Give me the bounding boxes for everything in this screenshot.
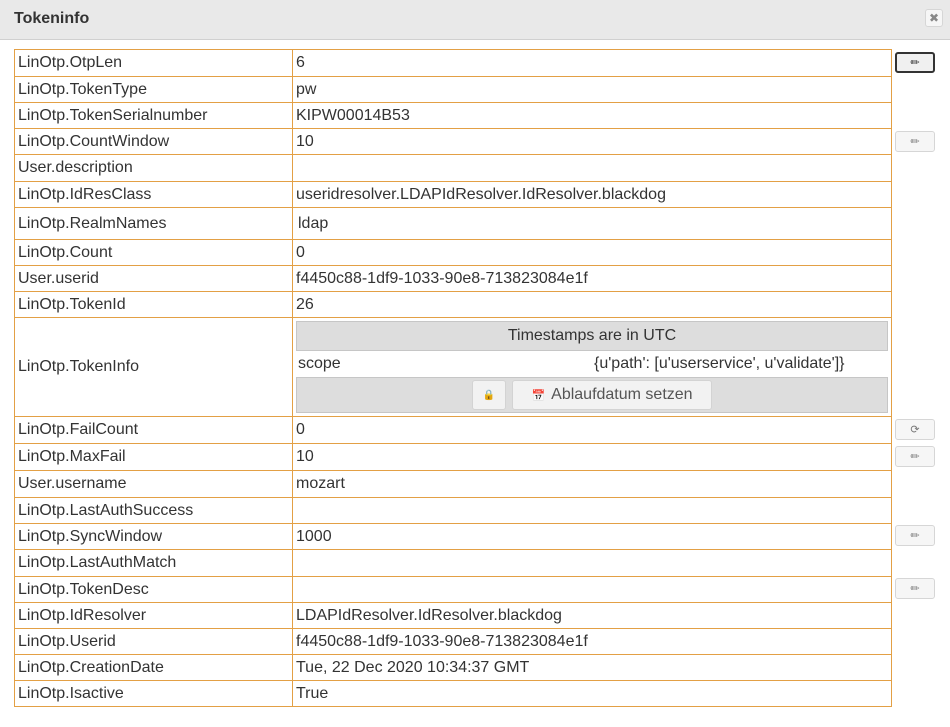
dialog-title: Tokeninfo xyxy=(14,10,90,27)
pencil-icon: ✏ xyxy=(910,136,920,148)
table-row xyxy=(15,77,892,103)
edit-tokendesc-button[interactable] xyxy=(895,578,935,599)
row-value: 26 xyxy=(293,292,892,318)
row-value: 0 xyxy=(293,240,892,266)
row-key: LinOtp.TokenSerialnumber xyxy=(15,103,293,129)
row-value: pw xyxy=(293,77,892,103)
close-button[interactable] xyxy=(925,9,943,27)
tokeninfo-table xyxy=(14,49,892,707)
reset-failcount-button[interactable] xyxy=(895,419,935,440)
table-row xyxy=(15,681,892,707)
pencil-icon: ✏ xyxy=(910,57,920,69)
edit-syncwindow-button[interactable] xyxy=(895,525,935,546)
row-value xyxy=(293,550,892,577)
reset-icon: ⟳ xyxy=(910,424,920,436)
row-value: 10 xyxy=(293,444,892,471)
row-value: f4450c88-1df9-1033-90e8-713823084e1f xyxy=(293,266,892,292)
table-row xyxy=(15,577,892,603)
edit-otplen-button[interactable] xyxy=(895,52,935,73)
scope-value: {u'path': [u'userservice', u'validate']} xyxy=(594,355,845,372)
row-key: LinOtp.Isactive xyxy=(15,681,293,707)
row-value: 6 xyxy=(293,50,892,77)
row-key: LinOtp.MaxFail xyxy=(15,444,293,471)
table-row xyxy=(15,292,892,318)
row-value xyxy=(293,208,892,240)
row-value xyxy=(293,498,892,524)
pencil-icon: ✏ xyxy=(910,451,920,463)
row-value: True xyxy=(293,681,892,707)
table-row xyxy=(15,550,892,577)
row-key: LinOtp.IdResClass xyxy=(15,182,293,208)
table-row xyxy=(15,155,892,182)
table-row xyxy=(15,498,892,524)
row-key: LinOtp.Count xyxy=(15,240,293,266)
row-key: LinOtp.LastAuthSuccess xyxy=(15,498,293,524)
dialog-titlebar xyxy=(0,0,950,40)
row-value: 0 xyxy=(293,417,892,444)
row-key: LinOtp.CreationDate xyxy=(15,655,293,681)
row-key: LinOtp.LastAuthMatch xyxy=(15,550,293,577)
table-row xyxy=(15,417,892,444)
row-key: LinOtp.TokenType xyxy=(15,77,293,103)
row-value: 10 xyxy=(293,129,892,155)
table-row xyxy=(15,182,892,208)
pencil-icon: ✏ xyxy=(910,530,920,542)
table-row xyxy=(15,240,892,266)
row-value: Tue, 22 Dec 2020 10:34:37 GMT xyxy=(293,655,892,681)
table-row xyxy=(15,266,892,292)
row-value: 1000 xyxy=(293,524,892,550)
row-key: User.description xyxy=(15,155,293,182)
table-row xyxy=(15,655,892,681)
scope-row xyxy=(296,351,888,377)
row-value: mozart xyxy=(293,471,892,498)
row-key: LinOtp.TokenInfo xyxy=(15,318,293,417)
row-key: LinOtp.TokenDesc xyxy=(15,577,293,603)
table-row xyxy=(15,524,892,550)
row-value xyxy=(293,577,892,603)
row-value: f4450c88-1df9-1033-90e8-713823084e1f xyxy=(293,629,892,655)
row-value xyxy=(293,155,892,182)
realm-name: ldap xyxy=(298,214,329,232)
row-key: LinOtp.IdResolver xyxy=(15,603,293,629)
lock-button[interactable] xyxy=(472,380,506,410)
row-value: LDAPIdResolver.IdResolver.blackdog xyxy=(293,603,892,629)
row-key: LinOtp.RealmNames xyxy=(15,208,293,240)
table-row xyxy=(15,318,892,417)
scope-key: scope xyxy=(298,355,341,372)
row-key: LinOtp.CountWindow xyxy=(15,129,293,155)
tokeninfo-cell xyxy=(293,318,892,417)
row-key: LinOtp.FailCount xyxy=(15,417,293,444)
table-row xyxy=(15,629,892,655)
table-row xyxy=(15,603,892,629)
table-row xyxy=(15,208,892,240)
row-key: LinOtp.SyncWindow xyxy=(15,524,293,550)
row-key: User.username xyxy=(15,471,293,498)
timestamps-header: Timestamps are in UTC xyxy=(296,321,888,351)
table-row xyxy=(15,129,892,155)
table-row xyxy=(15,444,892,471)
table-row xyxy=(15,103,892,129)
row-key: LinOtp.Userid xyxy=(15,629,293,655)
row-value: KIPW00014B53 xyxy=(293,103,892,129)
row-key: LinOtp.OtpLen xyxy=(15,50,293,77)
row-key: User.userid xyxy=(15,266,293,292)
table-row xyxy=(15,471,892,498)
tokeninfo-actions xyxy=(296,377,888,413)
lock-icon: 🔒 xyxy=(482,389,496,401)
set-expiry-button[interactable] xyxy=(512,380,712,410)
calendar-icon: 📅 xyxy=(531,389,546,402)
edit-maxfail-button[interactable] xyxy=(895,446,935,467)
edit-countwindow-button[interactable] xyxy=(895,131,935,152)
table-row xyxy=(15,50,892,77)
row-value: useridresolver.LDAPIdResolver.IdResolver.blackdog xyxy=(293,182,892,208)
pencil-icon: ✏ xyxy=(910,583,920,595)
set-expiry-label: Ablaufdatum setzen xyxy=(551,386,693,403)
close-icon: ✖ xyxy=(928,11,940,25)
row-key: LinOtp.TokenId xyxy=(15,292,293,318)
